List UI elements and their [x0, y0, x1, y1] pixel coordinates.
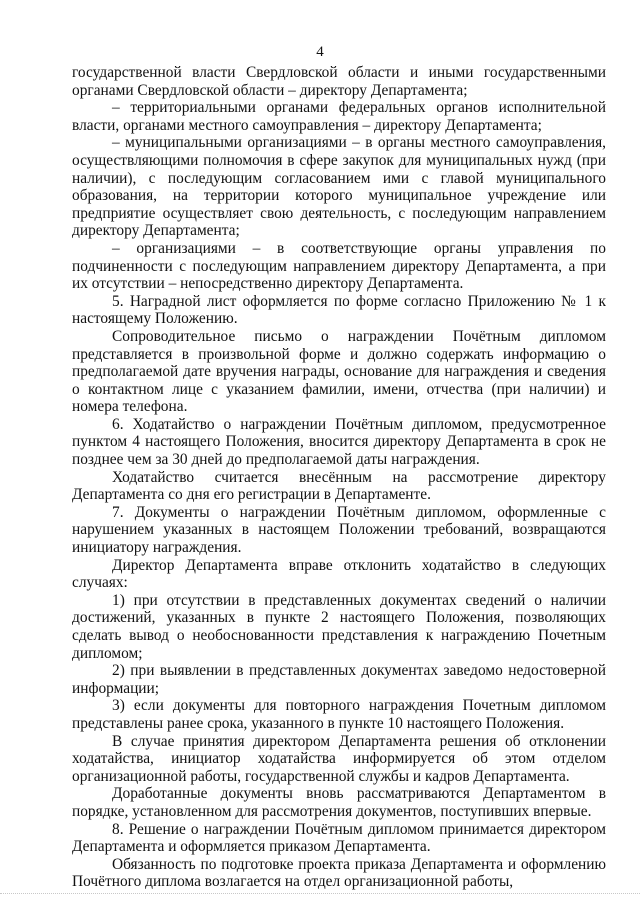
footer-divider [0, 893, 640, 895]
paragraph: В случае принятия директором Департамента решения об отклонении ходатайства, инициатор ходатайства информируется об этом отделом организационной работы, государственной службы и кадров Департамента. [72, 732, 606, 785]
paragraph: 5. Наградной лист оформляется по форме согласно Приложению № 1 к настоящему Положению. [72, 292, 606, 328]
paragraph: 8. Решение о награждении Почётным дипломом принимается директором Департамента и оформляется приказом Департамента. [72, 820, 606, 856]
paragraph: Сопроводительное письмо о награждении Почётным дипломом представляется в произвольной форме и должно содержать информацию о предполагаемой дате вручения награды, основание для награждения и сведения о контактном лице с указанием фамилии, имени, отчества (при наличии) и номера телефона. [72, 327, 606, 416]
paragraph: Директор Департамента вправе отклонить ходатайство в следующих случаях: [72, 556, 606, 592]
paragraph: – организациями – в соответствующие органы управления по подчиненности с последующим направлением директору Департамента, а при их отсутствии – непосредственно директору Департамента. [72, 239, 606, 293]
paragraph: 7. Документы о награждении Почётным дипломом, оформленные с нарушением указанных в настоящем Положении требований, возвращаются инициатору награждения. [72, 503, 606, 557]
paragraph: 3) если документы для повторного награждения Почетным дипломом представлены ранее срока, указанного в пункте 10 настоящего Положения. [72, 697, 606, 732]
paragraph: – территориальными органами федеральных органов исполнительной власти, органами местного самоуправления – директору Департамента; [72, 99, 606, 134]
paragraph: Ходатайство считается внесённым на рассмотрение директору Департамента со дня его регистрации в Департаменте. [72, 468, 606, 504]
paragraph: Обязанность по подготовке проекта приказа Департамента и оформлению Почётного диплома возлагается на отдел организационной работы, [72, 855, 606, 891]
paragraph: Доработанные документы вновь рассматриваются Департаментом в порядке, установленном для рассмотрения документов, поступивших впервые. [72, 785, 606, 820]
paragraph: 1) при отсутствии в представленных документах сведений о наличии достижений, указанных в пункте 2 настоящего Положения, позволяющих сделать вывод о необоснованности представления к награждению Почетным дипломом; [72, 591, 606, 662]
paragraph: государственной власти Свердловской области и иными государственными органами Свердловской области – директору Департамента; [72, 64, 606, 99]
paragraph: – муниципальными организациями – в органы местного самоуправления, осуществляющими полномочия в сфере закупок для муниципальных нужд (при наличии), с последующим согласованием ими с главой муниципального образования, на территории которого муниципальное учреждение или предприятие осуществляет свою деятельность, с последующим направлением директору Департамента; [72, 134, 606, 240]
page-number: 4 [316, 44, 324, 60]
paragraph: 2) при выявлении в представленных документах заведомо недостоверной информации; [72, 662, 606, 697]
document-body [72, 64, 606, 891]
paragraph: 6. Ходатайство о награждении Почётным дипломом, предусмотренное пунктом 4 настоящего Положения, вносится директору Департамента в срок не позднее чем за 30 дней до предполагаемой даты награждения. [72, 415, 606, 469]
